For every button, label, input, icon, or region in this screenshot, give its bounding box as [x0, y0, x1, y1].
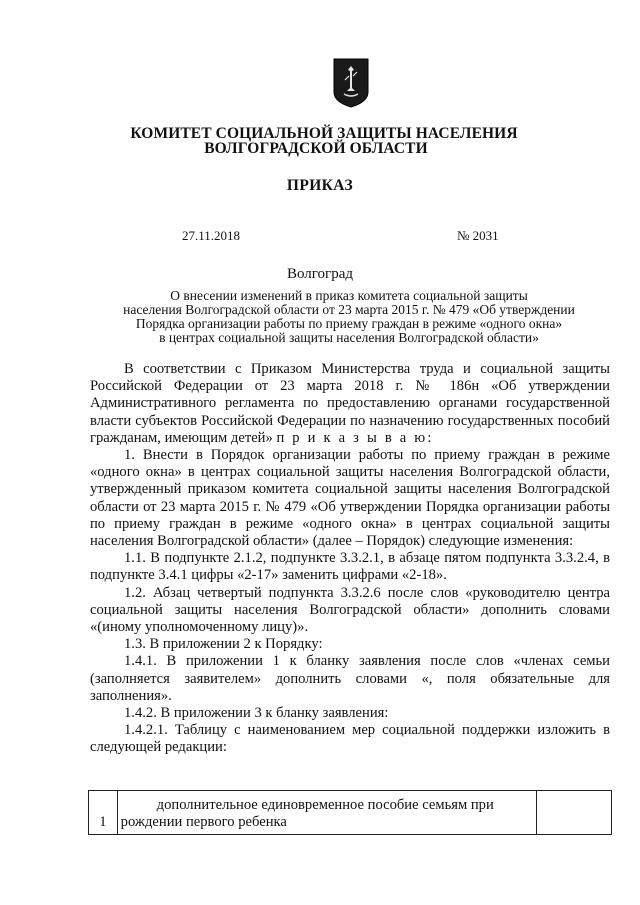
subject-line: О внесении изменений в приказ комитета социальной защиты: [170, 288, 528, 303]
document-subject: [60, 289, 638, 345]
measure-name-line1: дополнительное единовременное пособие семьям при: [156, 797, 494, 813]
table-row: [89, 791, 612, 835]
preamble-paragraph: [90, 361, 610, 447]
subject-line: населения Волгоградской области от 23 марта 2015 г. № 479 «Об утверждении: [123, 302, 575, 317]
org-name-line1: КОМИТЕТ СОЦИАЛЬНОЙ ЗАЩИТЫ НАСЕЛЕНИЯ: [130, 125, 518, 142]
document-body: [90, 361, 610, 757]
org-name-line2: ВОЛГОГРАДСКОЙ ОБЛАСТИ: [204, 140, 428, 157]
support-measures-table: [88, 790, 612, 835]
measure-name-line2: рождении первого ребенка: [120, 814, 287, 830]
table-cell-extra: [536, 791, 611, 835]
order-word: п р и к а з ы в а ю:: [276, 429, 434, 446]
document-city: Волгоград: [286, 266, 353, 282]
preamble-text: В соответствии с Приказом Министерства труда и социальной защиты Российской Федерации от 23 марта 2018 г. № 186н «Об утверждении Административного регламента по предоставлению органами государственной власти субъектов Российской Федерации по назначению государственных пособий гражданам, имеющим детей»: [90, 361, 610, 446]
table-cell-number: 1: [89, 791, 118, 835]
paragraph-1-3: 1.3. В приложении 2 к Порядку:: [124, 636, 323, 653]
paragraph-1-4-2-1: 1.4.2.1. Таблицу с наименованием мер социальной поддержки изложить в следующей редакции:: [90, 722, 610, 756]
document-type: ПРИКАЗ: [286, 177, 354, 194]
document-number: № 2031: [457, 228, 499, 243]
paragraph-1-1: 1.1. В подпункте 2.1.2, подпункте 3.3.2.1, в абзаце пятом подпункта 3.3.2.4, в подпункте 3.4.1 цифры «2-17» заменить цифрами «2-18».: [90, 550, 610, 584]
paragraph-1-4-2: 1.4.2. В приложении 3 к бланку заявления:: [124, 705, 389, 722]
paragraph-1: 1. Внести в Порядок организации работы по приему граждан в режиме «одного окна» в центрах социальной защиты населения Волгоградской области, утвержденный приказом комитета социальной защиты населения Волгоградской области от 23 марта 2015 г. № 479 «Об утверждении Порядка организации работы по приему граждан в режиме «одного окна» в центрах социальной защиты населения Волгоградской области» (далее – Порядок) следующие изменения:: [90, 447, 610, 550]
table-cell-measure-name: [117, 791, 536, 835]
volgograd-emblem-icon: [333, 58, 369, 108]
paragraph-1-2: 1.2. Абзац четвертый подпункта 3.3.2.6 после слов «руководителю центра социальной защиты населения Волгоградской области» дополнить словами «(иному уполномоченному лицу)».: [90, 584, 610, 636]
paragraph-1-4-1: 1.4.1. В приложении 1 к бланку заявления после слов «членах семьи (заполняется заявителем» дополнить словами «, поля обязательные для заполнения».: [90, 653, 610, 704]
subject-line: в центрах социальной защиты населения Волгоградской области»: [159, 330, 539, 345]
subject-line: Порядка организации работы по приему граждан в режиме «одного окна»: [135, 316, 563, 331]
document-date: 27.11.2018: [182, 228, 241, 243]
